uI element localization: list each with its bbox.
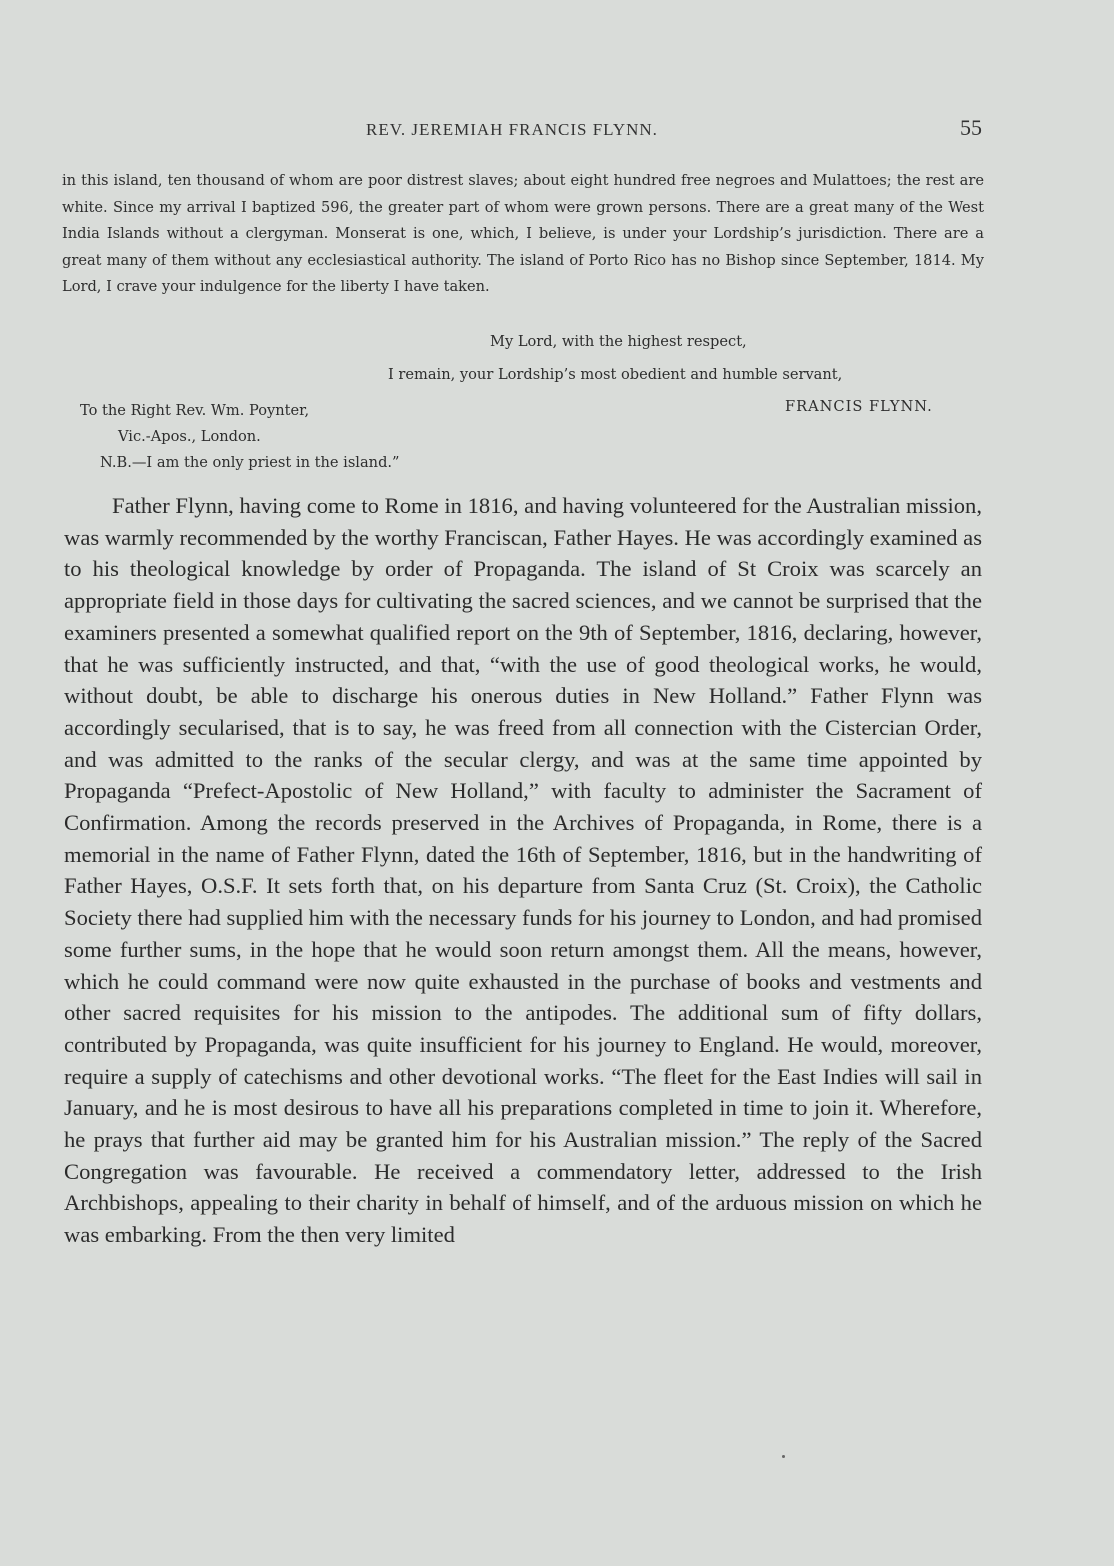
letter-excerpt — [62, 168, 984, 301]
body-text — [64, 490, 982, 1251]
addressee-title: Vic.-Apos., London. — [118, 428, 261, 445]
page-number: 55 — [960, 115, 982, 140]
addressee-name: To the Right Rev. Wm. Poynter, — [80, 402, 310, 419]
letter-closing-salutation: My Lord, with the highest respect, — [490, 333, 747, 350]
letter-signature: FRANCIS FLYNN. — [785, 398, 933, 415]
letter-paragraph: in this island, ten thousand of whom are poor distrest slaves; about eight hundred free negroes and Mulattoes; the rest are white. Since my arrival I baptized 596, the greater part of whom were grown persons. There are a great many of the West India Islands without a clergyman. Monserat is one, which, I believe, is under your Lordship’s jurisdiction. There are a great many of them without any ecclesiastical authority. The island of Porto Rico has no Bishop since September, 1814. My Lord, I crave your indulgence for the liberty I have taken. — [62, 172, 984, 295]
letter-addressee — [80, 398, 400, 476]
paper-speck — [782, 1455, 785, 1458]
page-header — [0, 115, 1114, 143]
letter-note: N.B.—I am the only priest in the island.” — [100, 454, 400, 471]
body-paragraph: Father Flynn, having come to Rome in 1816, and having volunteered for the Australian mission, was warmly recommended by the worthy Franciscan, Father Hayes. He was accordingly examined as to his theological knowledge by order of Propaganda. The island of St Croix was scarcely an appropriate field in those days for cultivating the sacred sciences, and we cannot be surprised that the examiners presented a somewhat qualified report on the 9th of September, 1816, declaring, however, that he was sufficiently instructed, and that, “with the use of good theological works, he would, without doubt, be able to discharge his onerous duties in New Holland.” Father Flynn was accordingly secularised, that is to say, he was freed from all connection with the Cistercian Order, and was admitted to the ranks of the secular clergy, and was at the same time appointed by Propaganda “Prefect-Apostolic of New Holland,” with faculty to administer the Sacrament of Confirmation. Among the records preserved in the Archives of Propaganda, in Rome, there is a memorial in the name of Father Flynn, dated the 16th of September, 1816, but in the handwriting of Father Hayes, O.S.F. It sets forth that, on his departure from Santa Cruz (St. Croix), the Catholic Society there had supplied him with the necessary funds for his journey to London, and had promised some further sums, in the hope that he would soon return amongst them. All the means, however, which he could command were now quite exhausted in the purchase of books and vestments and other sacred requisites for his mission to the antipodes. The additional sum of fifty dollars, contributed by Propaganda, was quite insufficient for his journey to England. He would, moreover, require a supply of catechisms and other devotional works. “The fleet for the East Indies will sail in January, and he is most desirous to have all his preparations completed in time to join it. Wherefore, he prays that further aid may be granted him for his Australian mission.” The reply of the Sacred Congregation was favourable. He received a commendatory letter, addressed to the Irish Archbishops, appealing to their charity in behalf of himself, and of the arduous mission on which he was embarking. From the then very limited — [64, 493, 982, 1248]
running-title: REV. JEREMIAH FRANCIS FLYNN. — [366, 120, 658, 139]
letter-closing-valediction: I remain, your Lordship’s most obedient and humble servant, — [388, 366, 843, 383]
